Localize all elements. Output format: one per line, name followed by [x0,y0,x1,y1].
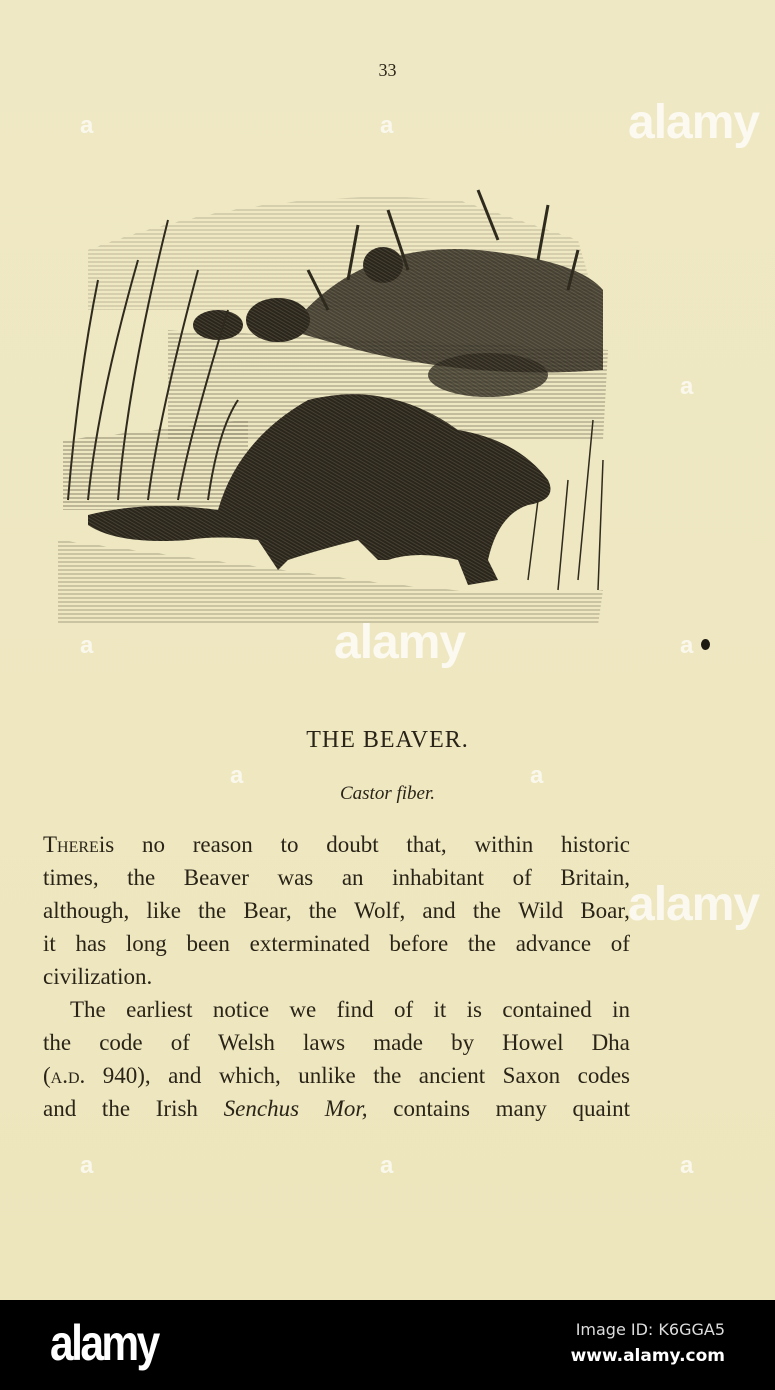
text-line [43,1026,630,1059]
word: Wolf, [354,898,406,923]
word: contained [502,997,592,1022]
word: has [75,931,107,956]
text-line: civilization. [43,964,153,989]
word: in [612,997,630,1022]
text-line [43,927,630,960]
watermark: a [380,1152,394,1179]
word: exterminated [249,931,370,956]
watermark: alamy [334,616,466,669]
word: Wild [518,898,564,923]
alamy-logo: alamy [50,1315,158,1371]
page-number: 33 [378,60,397,80]
watermark: alamy [628,96,760,149]
chapter-title: THE BEAVER. [306,727,469,753]
word: it [433,997,447,1022]
word: laws [302,1030,346,1055]
word: the [127,865,156,890]
text-line [43,894,630,927]
site-url: www.alamy.com [570,1346,725,1366]
word: is [466,997,482,1022]
watermark: a [680,373,694,400]
word: although, [43,898,130,923]
watermark: a [680,632,694,659]
text-line [43,861,630,894]
word: made [373,1030,423,1055]
watermark: a [80,112,94,139]
word: and [422,898,456,923]
text-span: 940), and which, unlike the ancient Saxon codes [85,1063,630,1088]
beaver-engraving [58,180,618,635]
line-text: is no reason to doubt that, within historic [98,832,630,857]
image-id: Image ID: K6GGA5 [575,1320,725,1339]
word: inhabitant [392,865,485,890]
watermark: alamy [628,878,760,931]
word: The [70,997,106,1022]
word: find [336,997,374,1022]
word: of [393,997,414,1022]
word: an [341,865,364,890]
text-span: a.d. [50,1063,86,1088]
word: like [146,898,181,923]
word: by [451,1030,475,1055]
scientific-name: Castor fiber. [339,783,436,804]
ink-spot [701,639,710,650]
word: of [512,865,532,890]
watermark: a [680,1152,694,1179]
word: Dha [591,1030,630,1055]
word: code [99,1030,143,1055]
word: before [389,931,449,956]
word: Beaver [183,865,249,890]
word: Welsh [217,1030,275,1055]
text-line [43,1059,630,1092]
word: been [186,931,230,956]
watermark: a [80,632,94,659]
word: the [467,931,496,956]
alamy-footer [0,1300,775,1390]
text-line [43,1092,630,1125]
word: advance [515,931,592,956]
watermark: a [530,762,544,789]
word: of [610,931,630,956]
word: notice [212,997,270,1022]
word: Boar, [580,898,630,923]
word: long [125,931,167,956]
word: earliest [126,997,193,1022]
word: we [289,997,317,1022]
text-span: Senchus Mor, [223,1096,368,1121]
dropcap-word: There [43,832,99,857]
text-span: contains many quaint [367,1096,630,1121]
word: the [472,898,501,923]
word: the [43,1030,72,1055]
word: Bear, [243,898,292,923]
text-line [43,993,630,1026]
text-span: ( [43,1063,51,1088]
word: of [170,1030,190,1055]
word: Howel [502,1030,564,1055]
text-span: and the Irish [43,1096,224,1121]
watermark: a [380,112,394,139]
word: the [198,898,227,923]
body-text [43,828,630,1125]
word: was [277,865,314,890]
word: times, [43,865,99,890]
watermark: a [80,1152,94,1179]
word: it [43,931,56,956]
word: Britain, [560,865,630,890]
text-line [43,828,630,861]
word: the [308,898,337,923]
watermark: a [230,762,244,789]
